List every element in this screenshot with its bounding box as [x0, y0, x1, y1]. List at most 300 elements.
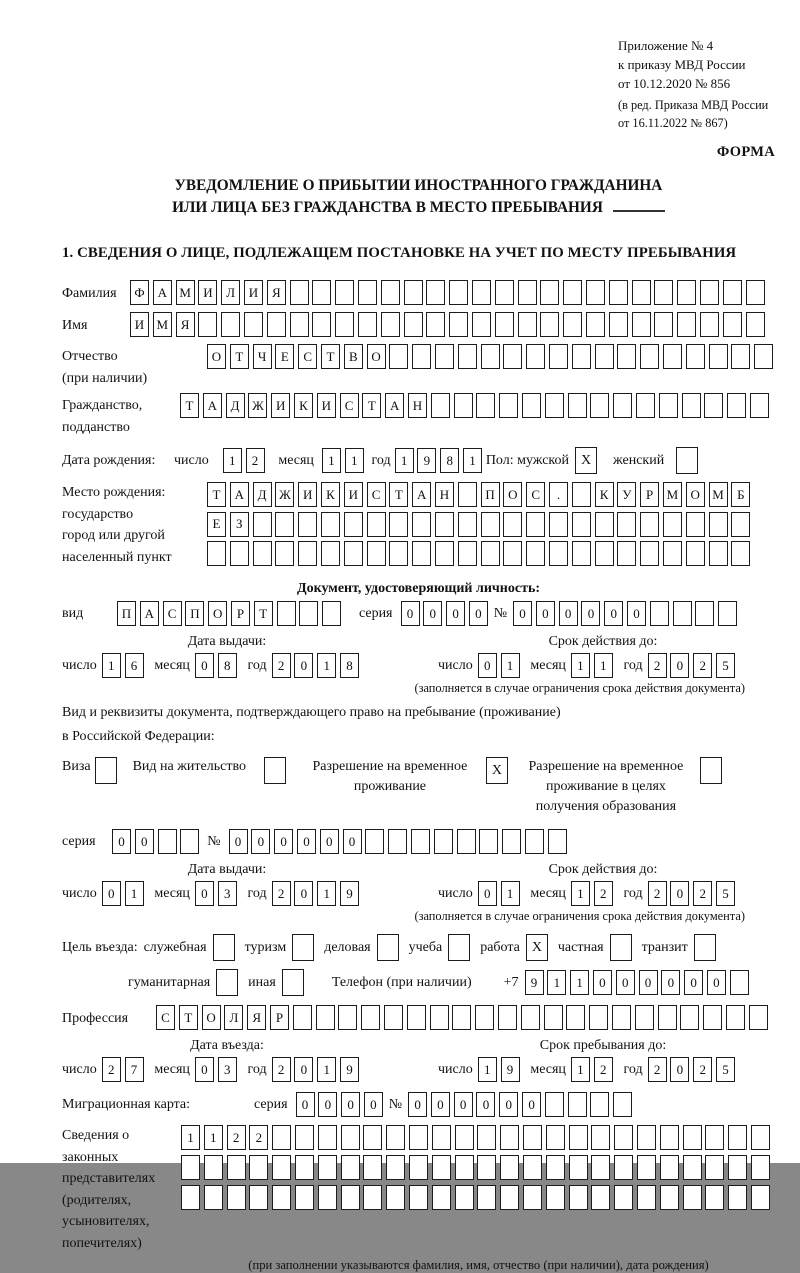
- char-box[interactable]: [572, 541, 591, 566]
- char-box[interactable]: [636, 393, 655, 418]
- char-box[interactable]: [381, 312, 400, 337]
- char-box[interactable]: [318, 1185, 337, 1210]
- char-box[interactable]: [726, 1005, 745, 1030]
- char-box[interactable]: [728, 1185, 747, 1210]
- char-box[interactable]: А: [153, 280, 172, 305]
- char-box[interactable]: [386, 1155, 405, 1180]
- char-box[interactable]: [476, 393, 495, 418]
- char-box[interactable]: Р: [640, 482, 659, 507]
- char-box[interactable]: [335, 312, 354, 337]
- char-box[interactable]: [322, 601, 341, 626]
- char-box[interactable]: [321, 512, 340, 537]
- char-box[interactable]: 1: [317, 1057, 336, 1082]
- char-box[interactable]: Д: [253, 482, 272, 507]
- char-box[interactable]: [432, 1155, 451, 1180]
- char-box[interactable]: [523, 1185, 542, 1210]
- char-box[interactable]: [700, 312, 719, 337]
- char-box[interactable]: 0: [401, 601, 420, 626]
- char-box[interactable]: 0: [446, 601, 465, 626]
- char-box[interactable]: Л: [221, 280, 240, 305]
- char-box[interactable]: [409, 1125, 428, 1150]
- char-box[interactable]: [500, 1125, 519, 1150]
- char-box[interactable]: 0: [454, 1092, 473, 1117]
- char-box[interactable]: 9: [501, 1057, 520, 1082]
- char-box[interactable]: 3: [218, 1057, 237, 1082]
- char-box[interactable]: [659, 393, 678, 418]
- char-box[interactable]: [686, 344, 705, 369]
- char-box[interactable]: [249, 1185, 268, 1210]
- char-box[interactable]: [549, 512, 568, 537]
- char-box[interactable]: [705, 1125, 724, 1150]
- char-box[interactable]: [272, 1155, 291, 1180]
- char-box[interactable]: [572, 512, 591, 537]
- char-box[interactable]: [673, 601, 692, 626]
- char-box[interactable]: 0: [318, 1092, 337, 1117]
- char-box[interactable]: 1: [570, 970, 589, 995]
- char-box[interactable]: [358, 312, 377, 337]
- char-box[interactable]: [663, 541, 682, 566]
- char-box[interactable]: 2: [693, 881, 712, 906]
- char-box[interactable]: [386, 1125, 405, 1150]
- char-box[interactable]: Т: [362, 393, 381, 418]
- char-box[interactable]: [612, 1005, 631, 1030]
- char-box[interactable]: [677, 312, 696, 337]
- char-box[interactable]: [686, 512, 705, 537]
- char-box[interactable]: [434, 829, 453, 854]
- char-box[interactable]: [569, 1185, 588, 1210]
- char-box[interactable]: [637, 1155, 656, 1180]
- char-box[interactable]: [389, 512, 408, 537]
- char-box[interactable]: 0: [423, 601, 442, 626]
- char-box[interactable]: [363, 1155, 382, 1180]
- char-box[interactable]: [728, 1155, 747, 1180]
- char-box[interactable]: [589, 1005, 608, 1030]
- char-box[interactable]: 0: [195, 881, 214, 906]
- char-box[interactable]: 2: [272, 653, 291, 678]
- char-box[interactable]: [595, 344, 614, 369]
- char-box[interactable]: Н: [408, 393, 427, 418]
- char-box[interactable]: О: [208, 601, 227, 626]
- residence-permit-checkbox[interactable]: [264, 757, 286, 784]
- char-box[interactable]: [569, 1155, 588, 1180]
- char-box[interactable]: [746, 280, 765, 305]
- char-box[interactable]: [503, 512, 522, 537]
- purpose-tourism-checkbox[interactable]: [292, 934, 314, 961]
- char-box[interactable]: [449, 312, 468, 337]
- char-box[interactable]: [613, 393, 632, 418]
- char-box[interactable]: [204, 1185, 223, 1210]
- char-box[interactable]: 0: [341, 1092, 360, 1117]
- char-box[interactable]: [367, 541, 386, 566]
- char-box[interactable]: 0: [476, 1092, 495, 1117]
- char-box[interactable]: [540, 312, 559, 337]
- char-box[interactable]: 2: [594, 881, 613, 906]
- char-box[interactable]: 0: [593, 970, 612, 995]
- char-box[interactable]: [568, 1092, 587, 1117]
- char-box[interactable]: [609, 312, 628, 337]
- char-box[interactable]: А: [412, 482, 431, 507]
- char-box[interactable]: [455, 1155, 474, 1180]
- char-box[interactable]: [731, 512, 750, 537]
- char-box[interactable]: [432, 1185, 451, 1210]
- char-box[interactable]: [479, 829, 498, 854]
- char-box[interactable]: [344, 512, 363, 537]
- char-box[interactable]: [458, 482, 477, 507]
- char-box[interactable]: О: [503, 482, 522, 507]
- char-box[interactable]: 0: [294, 1057, 313, 1082]
- char-box[interactable]: [521, 1005, 540, 1030]
- char-box[interactable]: [544, 1005, 563, 1030]
- char-box[interactable]: 1: [547, 970, 566, 995]
- char-box[interactable]: [614, 1185, 633, 1210]
- char-box[interactable]: 0: [229, 829, 248, 854]
- char-box[interactable]: 9: [417, 448, 436, 473]
- char-box[interactable]: [650, 601, 669, 626]
- char-box[interactable]: [609, 280, 628, 305]
- char-box[interactable]: [546, 1155, 565, 1180]
- char-box[interactable]: 0: [274, 829, 293, 854]
- char-box[interactable]: [181, 1185, 200, 1210]
- char-box[interactable]: 9: [340, 1057, 359, 1082]
- char-box[interactable]: 0: [616, 970, 635, 995]
- char-box[interactable]: 2: [272, 1057, 291, 1082]
- char-box[interactable]: [426, 280, 445, 305]
- char-box[interactable]: [709, 512, 728, 537]
- char-box[interactable]: 2: [648, 653, 667, 678]
- char-box[interactable]: [435, 344, 454, 369]
- char-box[interactable]: [614, 1155, 633, 1180]
- char-box[interactable]: [344, 541, 363, 566]
- char-box[interactable]: [526, 344, 545, 369]
- char-box[interactable]: [727, 393, 746, 418]
- char-box[interactable]: [590, 1092, 609, 1117]
- char-box[interactable]: [472, 312, 491, 337]
- char-box[interactable]: С: [367, 482, 386, 507]
- char-box[interactable]: [731, 541, 750, 566]
- char-box[interactable]: [518, 280, 537, 305]
- temp-residence-checkbox[interactable]: X: [486, 757, 508, 784]
- char-box[interactable]: [412, 512, 431, 537]
- char-box[interactable]: И: [317, 393, 336, 418]
- char-box[interactable]: [412, 541, 431, 566]
- char-box[interactable]: [617, 512, 636, 537]
- purpose-official-checkbox[interactable]: [213, 934, 235, 961]
- char-box[interactable]: У: [617, 482, 636, 507]
- char-box[interactable]: [568, 393, 587, 418]
- char-box[interactable]: [430, 1005, 449, 1030]
- char-box[interactable]: С: [340, 393, 359, 418]
- char-box[interactable]: [591, 1125, 610, 1150]
- char-box[interactable]: Б: [731, 482, 750, 507]
- char-box[interactable]: 1: [317, 653, 336, 678]
- char-box[interactable]: [472, 280, 491, 305]
- char-box[interactable]: 1: [478, 1057, 497, 1082]
- char-box[interactable]: [709, 344, 728, 369]
- char-box[interactable]: [563, 312, 582, 337]
- char-box[interactable]: [253, 541, 272, 566]
- char-box[interactable]: 1: [317, 881, 336, 906]
- char-box[interactable]: [318, 1125, 337, 1150]
- char-box[interactable]: О: [367, 344, 386, 369]
- char-box[interactable]: Ч: [253, 344, 272, 369]
- char-box[interactable]: 2: [594, 1057, 613, 1082]
- char-box[interactable]: [754, 344, 773, 369]
- char-box[interactable]: [654, 280, 673, 305]
- char-box[interactable]: [477, 1185, 496, 1210]
- char-box[interactable]: [637, 1185, 656, 1210]
- char-box[interactable]: [426, 312, 445, 337]
- char-box[interactable]: [477, 1125, 496, 1150]
- char-box[interactable]: [499, 393, 518, 418]
- char-box[interactable]: [452, 1005, 471, 1030]
- purpose-humanitarian-checkbox[interactable]: [216, 969, 238, 996]
- char-box[interactable]: С: [298, 344, 317, 369]
- char-box[interactable]: [318, 1155, 337, 1180]
- char-box[interactable]: 1: [125, 881, 144, 906]
- char-box[interactable]: [298, 512, 317, 537]
- char-box[interactable]: А: [203, 393, 222, 418]
- char-box[interactable]: [540, 280, 559, 305]
- char-box[interactable]: [523, 1155, 542, 1180]
- char-box[interactable]: 0: [478, 653, 497, 678]
- char-box[interactable]: О: [207, 344, 226, 369]
- char-box[interactable]: Т: [321, 344, 340, 369]
- char-box[interactable]: [204, 1155, 223, 1180]
- char-box[interactable]: [660, 1155, 679, 1180]
- char-box[interactable]: [595, 541, 614, 566]
- char-box[interactable]: [341, 1155, 360, 1180]
- char-box[interactable]: [683, 1185, 702, 1210]
- char-box[interactable]: [407, 1005, 426, 1030]
- char-box[interactable]: [640, 344, 659, 369]
- char-box[interactable]: 1: [571, 881, 590, 906]
- char-box[interactable]: 1: [501, 653, 520, 678]
- char-box[interactable]: [389, 344, 408, 369]
- char-box[interactable]: К: [595, 482, 614, 507]
- char-box[interactable]: 2: [227, 1125, 246, 1150]
- char-box[interactable]: [481, 541, 500, 566]
- char-box[interactable]: [500, 1155, 519, 1180]
- char-box[interactable]: [677, 280, 696, 305]
- char-box[interactable]: А: [230, 482, 249, 507]
- char-box[interactable]: [295, 1125, 314, 1150]
- char-box[interactable]: 0: [251, 829, 270, 854]
- char-box[interactable]: 8: [218, 653, 237, 678]
- char-box[interactable]: С: [163, 601, 182, 626]
- char-box[interactable]: 2: [102, 1057, 121, 1082]
- char-box[interactable]: [663, 344, 682, 369]
- char-box[interactable]: [503, 541, 522, 566]
- char-box[interactable]: [158, 829, 177, 854]
- char-box[interactable]: 1: [594, 653, 613, 678]
- temp-residence-edu-checkbox[interactable]: [700, 757, 722, 784]
- char-box[interactable]: [617, 541, 636, 566]
- char-box[interactable]: [751, 1185, 770, 1210]
- char-box[interactable]: 5: [716, 1057, 735, 1082]
- char-box[interactable]: 1: [571, 653, 590, 678]
- char-box[interactable]: [358, 280, 377, 305]
- char-box[interactable]: 0: [684, 970, 703, 995]
- char-box[interactable]: [381, 280, 400, 305]
- char-box[interactable]: [316, 1005, 335, 1030]
- char-box[interactable]: [365, 829, 384, 854]
- char-box[interactable]: [477, 1155, 496, 1180]
- char-box[interactable]: [295, 1185, 314, 1210]
- char-box[interactable]: А: [385, 393, 404, 418]
- char-box[interactable]: Я: [176, 312, 195, 337]
- purpose-study-checkbox[interactable]: [448, 934, 470, 961]
- char-box[interactable]: Я: [267, 280, 286, 305]
- char-box[interactable]: [503, 344, 522, 369]
- purpose-transit-checkbox[interactable]: [694, 934, 716, 961]
- char-box[interactable]: 0: [670, 1057, 689, 1082]
- char-box[interactable]: [367, 512, 386, 537]
- char-box[interactable]: [586, 312, 605, 337]
- char-box[interactable]: [658, 1005, 677, 1030]
- char-box[interactable]: [458, 512, 477, 537]
- char-box[interactable]: [221, 312, 240, 337]
- char-box[interactable]: 1: [204, 1125, 223, 1150]
- char-box[interactable]: Т: [230, 344, 249, 369]
- char-box[interactable]: [502, 829, 521, 854]
- char-box[interactable]: 8: [340, 653, 359, 678]
- char-box[interactable]: Т: [179, 1005, 198, 1030]
- char-box[interactable]: [723, 280, 742, 305]
- char-box[interactable]: 1: [181, 1125, 200, 1150]
- char-box[interactable]: [454, 393, 473, 418]
- visa-checkbox[interactable]: [95, 757, 117, 784]
- char-box[interactable]: П: [117, 601, 136, 626]
- char-box[interactable]: [590, 393, 609, 418]
- char-box[interactable]: И: [298, 482, 317, 507]
- char-box[interactable]: [481, 344, 500, 369]
- char-box[interactable]: И: [244, 280, 263, 305]
- char-box[interactable]: 2: [272, 881, 291, 906]
- char-box[interactable]: [495, 280, 514, 305]
- char-box[interactable]: [526, 512, 545, 537]
- char-box[interactable]: М: [153, 312, 172, 337]
- char-box[interactable]: [249, 1155, 268, 1180]
- char-box[interactable]: [586, 280, 605, 305]
- char-box[interactable]: [730, 970, 749, 995]
- char-box[interactable]: [298, 541, 317, 566]
- char-box[interactable]: 2: [693, 1057, 712, 1082]
- char-box[interactable]: [481, 512, 500, 537]
- char-box[interactable]: 0: [112, 829, 131, 854]
- char-box[interactable]: [595, 512, 614, 537]
- char-box[interactable]: [617, 344, 636, 369]
- char-box[interactable]: 9: [525, 970, 544, 995]
- char-box[interactable]: С: [156, 1005, 175, 1030]
- char-box[interactable]: [566, 1005, 585, 1030]
- char-box[interactable]: 5: [716, 653, 735, 678]
- purpose-work-checkbox[interactable]: X: [526, 934, 548, 961]
- char-box[interactable]: [751, 1125, 770, 1150]
- char-box[interactable]: [635, 1005, 654, 1030]
- char-box[interactable]: 0: [469, 601, 488, 626]
- char-box[interactable]: Р: [231, 601, 250, 626]
- char-box[interactable]: [500, 1185, 519, 1210]
- char-box[interactable]: И: [271, 393, 290, 418]
- char-box[interactable]: 0: [604, 601, 623, 626]
- char-box[interactable]: [227, 1185, 246, 1210]
- char-box[interactable]: [660, 1125, 679, 1150]
- char-box[interactable]: [312, 312, 331, 337]
- char-box[interactable]: [290, 312, 309, 337]
- char-box[interactable]: 0: [364, 1092, 383, 1117]
- char-box[interactable]: [683, 1155, 702, 1180]
- char-box[interactable]: [640, 541, 659, 566]
- char-box[interactable]: [546, 1125, 565, 1150]
- char-box[interactable]: Р: [270, 1005, 289, 1030]
- char-box[interactable]: [680, 1005, 699, 1030]
- char-box[interactable]: [723, 312, 742, 337]
- char-box[interactable]: [654, 312, 673, 337]
- char-box[interactable]: 5: [716, 881, 735, 906]
- char-box[interactable]: [455, 1125, 474, 1150]
- char-box[interactable]: М: [663, 482, 682, 507]
- char-box[interactable]: [682, 393, 701, 418]
- char-box[interactable]: 0: [661, 970, 680, 995]
- char-box[interactable]: 2: [648, 881, 667, 906]
- char-box[interactable]: И: [198, 280, 217, 305]
- char-box[interactable]: 0: [294, 653, 313, 678]
- char-box[interactable]: [404, 312, 423, 337]
- char-box[interactable]: [449, 280, 468, 305]
- char-box[interactable]: [180, 829, 199, 854]
- char-box[interactable]: 1: [463, 448, 482, 473]
- char-box[interactable]: [412, 344, 431, 369]
- char-box[interactable]: З: [230, 512, 249, 537]
- char-box[interactable]: [749, 1005, 768, 1030]
- char-box[interactable]: 0: [343, 829, 362, 854]
- char-box[interactable]: 0: [581, 601, 600, 626]
- char-box[interactable]: 2: [693, 653, 712, 678]
- char-box[interactable]: 1: [395, 448, 414, 473]
- char-box[interactable]: [363, 1185, 382, 1210]
- char-box[interactable]: [435, 512, 454, 537]
- char-box[interactable]: [338, 1005, 357, 1030]
- char-box[interactable]: [409, 1185, 428, 1210]
- char-box[interactable]: [457, 829, 476, 854]
- char-box[interactable]: 1: [345, 448, 364, 473]
- char-box[interactable]: И: [130, 312, 149, 337]
- char-box[interactable]: [321, 541, 340, 566]
- char-box[interactable]: [435, 541, 454, 566]
- char-box[interactable]: 2: [246, 448, 265, 473]
- char-box[interactable]: [683, 1125, 702, 1150]
- char-box[interactable]: Т: [254, 601, 273, 626]
- char-box[interactable]: [518, 312, 537, 337]
- char-box[interactable]: [458, 344, 477, 369]
- char-box[interactable]: 0: [195, 653, 214, 678]
- char-box[interactable]: Т: [389, 482, 408, 507]
- char-box[interactable]: [227, 1155, 246, 1180]
- char-box[interactable]: [253, 512, 272, 537]
- char-box[interactable]: [640, 512, 659, 537]
- char-box[interactable]: [704, 393, 723, 418]
- char-box[interactable]: 6: [125, 653, 144, 678]
- char-box[interactable]: [746, 312, 765, 337]
- char-box[interactable]: [632, 280, 651, 305]
- char-box[interactable]: 0: [639, 970, 658, 995]
- char-box[interactable]: 0: [513, 601, 532, 626]
- char-box[interactable]: [705, 1185, 724, 1210]
- char-box[interactable]: [267, 312, 286, 337]
- char-box[interactable]: [591, 1155, 610, 1180]
- char-box[interactable]: [709, 541, 728, 566]
- sex-male-checkbox[interactable]: X: [575, 447, 597, 474]
